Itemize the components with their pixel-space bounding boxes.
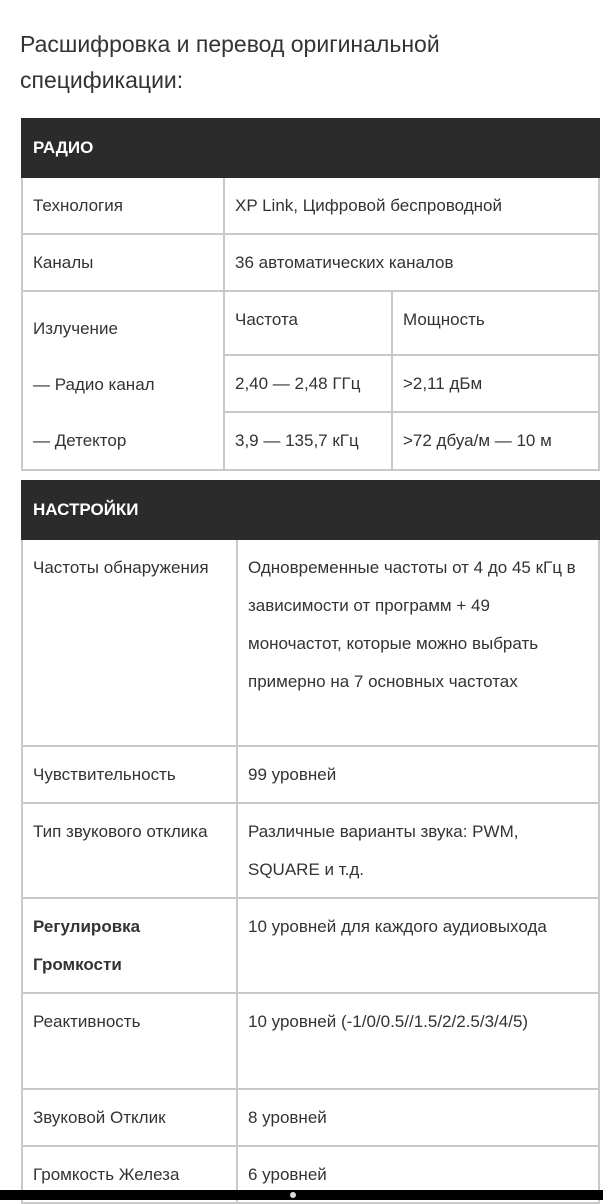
row-value: 99 уровней <box>237 746 599 803</box>
radio-channel-frequency: 2,40 — 2,48 ГГц <box>224 355 392 413</box>
settings-header-row <box>22 481 599 539</box>
radio-spec-table <box>21 118 600 471</box>
home-indicator[interactable] <box>290 1192 296 1198</box>
row-label: Звуковой Отклик <box>22 1089 237 1146</box>
settings-header: НАСТРОЙКИ <box>22 481 599 539</box>
col-frequency-header: Частота <box>224 291 392 355</box>
table-row <box>22 539 599 746</box>
row-label: Тип звукового отклика <box>22 803 237 898</box>
table-row <box>22 291 599 355</box>
row-label: Громкость Железа <box>22 1146 237 1203</box>
detector-frequency: 3,9 — 135,7 кГц <box>224 412 392 470</box>
row-value: 10 уровней для каждого аудиовыхода <box>237 898 599 993</box>
row-label: Чувствительность <box>22 746 237 803</box>
table-row <box>22 177 599 234</box>
table-row <box>22 1089 599 1146</box>
intro-heading: Расшифровка и перевод оригинальной спецификации: <box>20 31 440 93</box>
row-label: Технология <box>22 177 224 234</box>
row-value: Различные варианты звука: PWM, SQUARE и т.д. <box>237 803 599 898</box>
emission-label: Излучение <box>33 319 118 338</box>
row-value: 6 уровней <box>237 1146 599 1203</box>
row-label: Реактивность <box>22 993 237 1089</box>
row-value: 10 уровней (-1/0/0.5//1.5/2/2.5/3/4/5) <box>237 993 599 1089</box>
settings-spec-table <box>21 480 600 1204</box>
detector-label: — Детектор <box>33 431 127 450</box>
table-row <box>22 898 599 993</box>
emission-cell <box>22 291 224 470</box>
table-row <box>22 993 599 1089</box>
radio-header: РАДИО <box>22 119 599 177</box>
radio-header-row <box>22 119 599 177</box>
row-label: Каналы <box>22 234 224 291</box>
row-label: Частоты обнаружения <box>22 539 237 746</box>
detector-power: >72 дбуа/м — 10 м <box>392 412 599 470</box>
row-value: Одновременные частоты от 4 до 45 кГц в зависимости от программ + 49 моночастот, которые можно выбрать примерно на 7 основных частотах <box>237 539 599 746</box>
table-row <box>22 234 599 291</box>
table-row <box>22 803 599 898</box>
row-value: 8 уровней <box>237 1089 599 1146</box>
row-value: 36 автоматических каналов <box>224 234 599 291</box>
radio-channel-power: >2,11 дБм <box>392 355 599 413</box>
col-power-header: Мощность <box>392 291 599 355</box>
row-label: Регулировка Громкости <box>22 898 237 993</box>
row-value: XP Link, Цифровой беспроводной <box>224 177 599 234</box>
system-navigation-bar <box>0 1190 603 1200</box>
table-row <box>22 746 599 803</box>
radio-channel-label: — Радио канал <box>33 375 155 394</box>
